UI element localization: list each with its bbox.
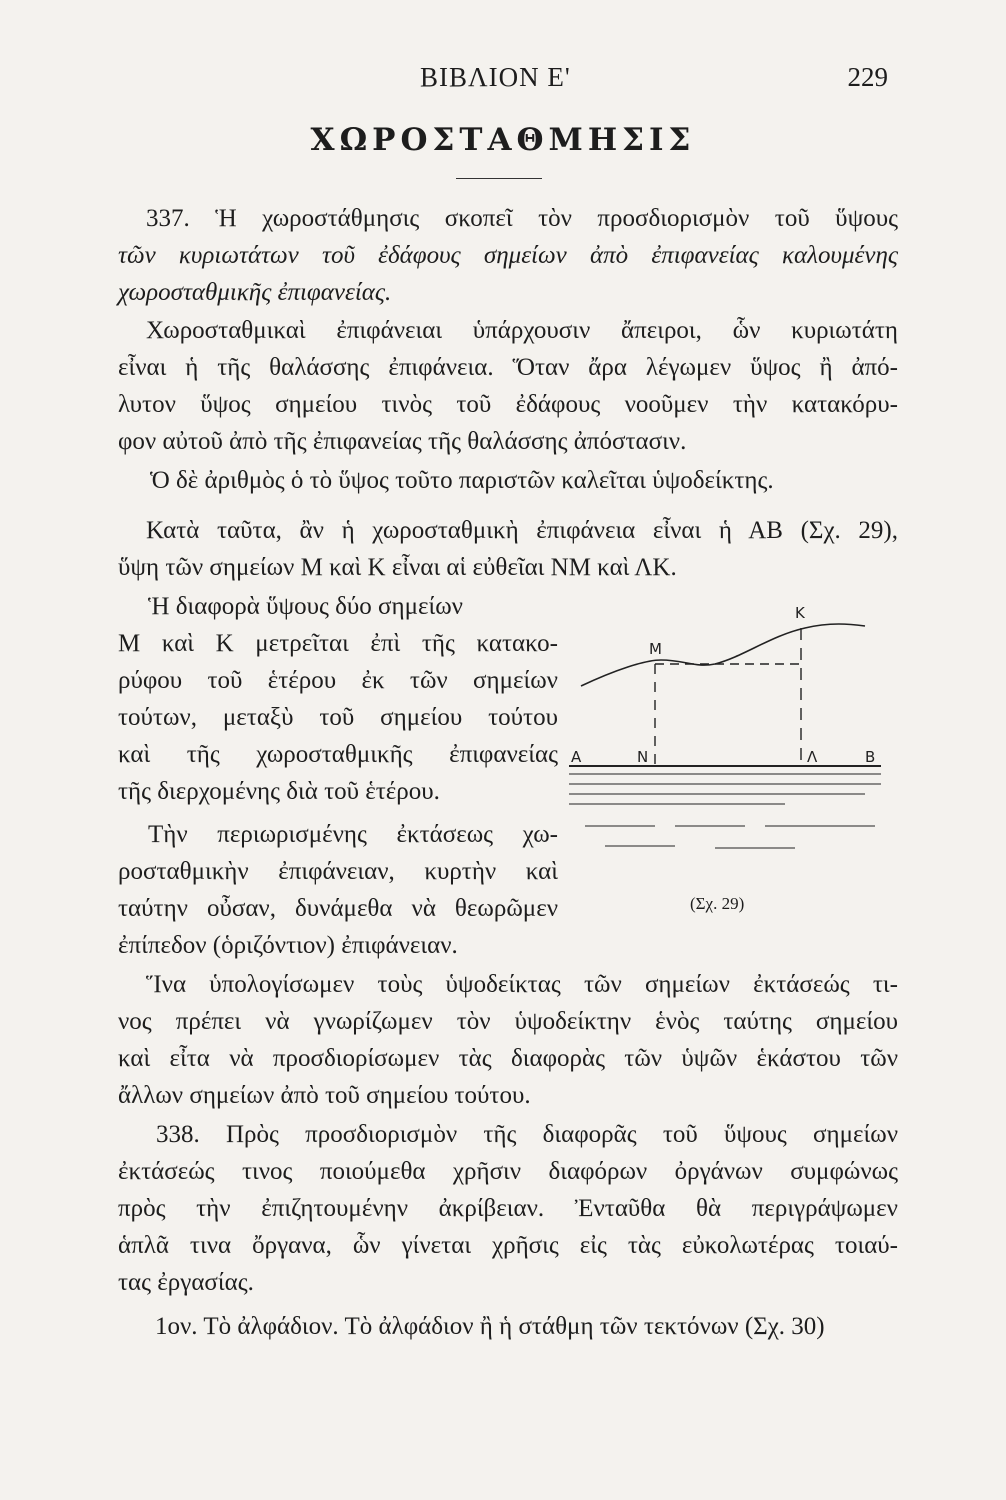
terrain-curve xyxy=(581,624,865,686)
text-line: Ὁ δὲ ἀριθμὸς ὁ τὸ ὕψος τοῦτο παριστῶν καλεῖται ὑψοδείκτης. xyxy=(150,467,774,494)
label-b: Β xyxy=(865,748,876,766)
levelling-diagram xyxy=(565,598,895,868)
chapter-title: ΧΩΡΟΣΤΑΘΜΗΣΙΣ xyxy=(310,122,696,158)
label-l: Λ xyxy=(807,748,818,766)
text-line: τῶν κυριωτάτων τοῦ ἐδάφους σημείων ἀπὸ ἐπιφανείας καλουμένης xyxy=(118,242,898,269)
text-line: ρύφου τοῦ ἑτέρου ἐκ τῶν σημείων xyxy=(118,667,558,694)
text-line: Μ καὶ Κ μετρεῖται ἐπὶ τῆς κατακο- xyxy=(118,630,558,657)
text-line: Κατὰ ταῦτα, ἂν ἡ χωροσταθμικὴ ἐπιφάνεια εἶναι ἡ ΑΒ (Σχ. 29), xyxy=(146,517,898,544)
text-line: ταύτην οὖσαν, δυνάμεθα νὰ θεωρῶμεν xyxy=(118,895,558,922)
label-n: Ν xyxy=(637,748,649,766)
paragraph-compute-indices xyxy=(118,966,898,1114)
text-line: ἐπίπεδον (ὁριζόντιον) ἐπιφάνειαν. xyxy=(118,932,458,959)
label-m: Μ xyxy=(649,640,662,658)
figure-caption: (Σχ. 29) xyxy=(690,894,745,913)
paragraph-height-index xyxy=(150,462,898,499)
paragraph-height-difference xyxy=(118,588,558,810)
paragraph-accordingly xyxy=(118,512,898,586)
text-line: Χωροσταθμικαὶ ἐπιφάνειαι ὑπάρχουσιν ἄπειροι, ὧν κυριωτάτη xyxy=(146,317,898,344)
label-k: Κ xyxy=(795,604,805,622)
text-line: ἐκτάσεώς τινος ποιούμεθα χρῆσιν διαφόρων ὀργάνων συμφώνως xyxy=(118,1158,898,1185)
paragraph-337 xyxy=(118,200,898,311)
chapter-divider xyxy=(456,178,542,179)
text-line: Τὴν περιωρισμένης ἐκτάσεως χω- xyxy=(148,821,558,848)
text-line: ὕψη τῶν σημείων Μ καὶ Κ εἶναι αἱ εὐθεῖαι ΝΜ καὶ ΛΚ. xyxy=(118,554,677,581)
paragraph-surfaces xyxy=(118,312,898,460)
text-line: νος πρέπει νὰ γνωρίζωμεν τὸν ὑψοδείκτην ἑνὸς ταύτης σημείου xyxy=(118,1008,898,1035)
text-line: 337. Ἡ χωροστάθμησις σκοπεῖ τὸν προσδιορισμὸν τοῦ ὕψους xyxy=(146,205,898,232)
running-head xyxy=(0,62,1006,98)
label-a: Α xyxy=(571,748,582,766)
text-line: καὶ τῆς χωροσταθμικῆς ἐπιφανείας xyxy=(118,741,558,768)
paragraph-spirit-level xyxy=(155,1308,898,1345)
text-line: Ἵνα ὑπολογίσωμεν τοὺς ὑψοδείκτας τῶν σημείων ἐκτάσεώς τι- xyxy=(146,971,898,998)
text-line: ροσταθμικὴν ἐπιφάνειαν, κυρτὴν καὶ xyxy=(118,858,558,885)
text-line: καὶ εἶτα νὰ προσδιορίσωμεν τὰς διαφορὰς τῶν ὑψῶν ἑκάστου τῶν xyxy=(118,1045,898,1072)
text-line: πρὸς τὴν ἐπιζητουμένην ἀκρίβειαν. Ἐνταῦθα θὰ περιγράψωμεν xyxy=(118,1195,898,1222)
text-line: 338. Πρὸς προσδιορισμὸν τῆς διαφορᾶς τοῦ ὕψους σημείων xyxy=(156,1121,898,1148)
text-line: 1ον. Τὸ ἀλφάδιον. Τὸ ἀλφάδιον ἢ ἡ στάθμη τῶν τεκτόνων (Σχ. 30) xyxy=(155,1313,825,1340)
page-number: 229 xyxy=(847,62,888,92)
figure-29 xyxy=(565,598,895,913)
paragraph-limited-extent xyxy=(118,816,558,964)
running-title: ΒΙΒΛΙΟΝ Ε' xyxy=(420,62,571,92)
paragraph-338 xyxy=(118,1116,898,1301)
text-line: τῆς διερχομένης διὰ τοῦ ἑτέρου. xyxy=(118,778,440,805)
text-line: τούτων, μεταξὺ τοῦ σημείου τούτου xyxy=(118,704,558,731)
text-line: χωροσταθμικῆς ἐπιφανείας. xyxy=(118,279,392,306)
text-line: ἁπλᾶ τινα ὄργανα, ὧν γίνεται χρῆσις εἰς τὰς εὐκολωτέρας τοιαύ- xyxy=(118,1232,898,1259)
text-line: εἶναι ἡ τῆς θαλάσσης ἐπιφάνεια. Ὅταν ἄρα λέγωμεν ὕψος ἢ ἀπό- xyxy=(118,354,898,381)
text-line: λυτον ὕψος σημείου τινὸς τοῦ ἐδάφους νοοῦμεν τὴν κατακόρυ- xyxy=(118,391,898,418)
text-line: ἄλλων σημείων ἀπὸ τοῦ σημείου τούτου. xyxy=(118,1082,531,1109)
text-line: Ἡ διαφορὰ ὕψους δύο σημείων xyxy=(148,593,463,620)
text-line: τας ἐργασίας. xyxy=(118,1269,254,1296)
text-line: φον αὐτοῦ ἀπὸ τῆς ἐπιφανείας τῆς θαλάσσης ἀπόστασιν. xyxy=(118,428,687,455)
